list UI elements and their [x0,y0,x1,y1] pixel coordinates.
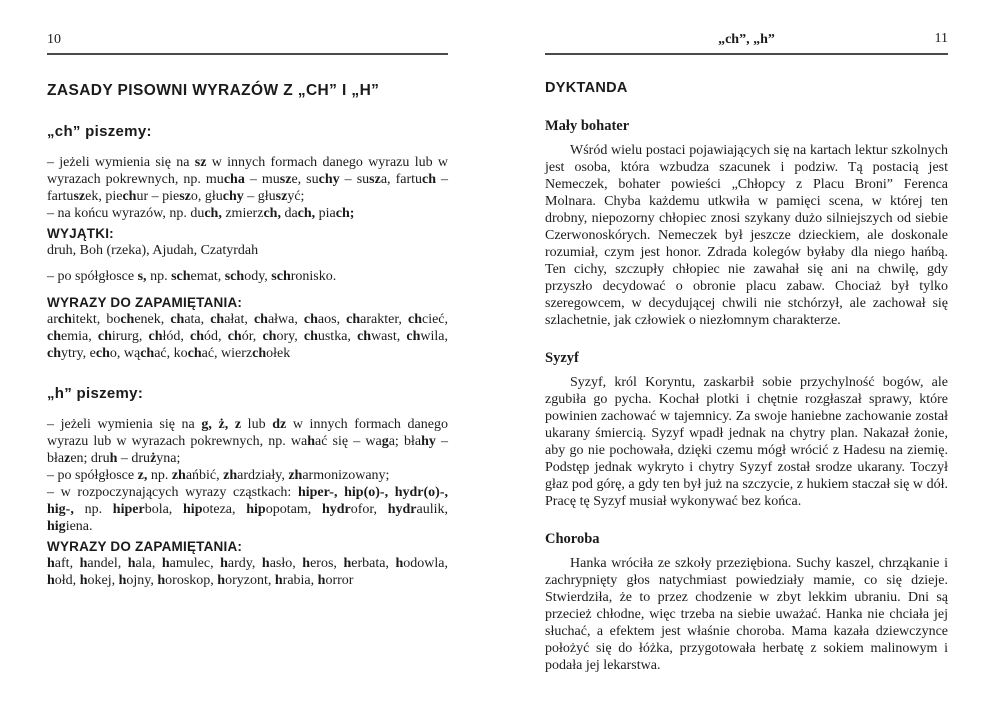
page-header-left [47,30,448,55]
dictation-text-syzyf: Syzyf, król Koryntu, zaskarbił sobie przychylność bogów, ale zgubiła go pycha. Kochał plotki i chętnie rozgłaszał sprawy, które powinien zachować w tajemnicy. Za swoje haniebne zachowanie został ukarany śmiercią. Syzyf wpadł jednak na chytry plan. Nakazał żonie, aby go nie pochowała, dzięki czemu mógł wrócić z Hadesu na ziemię. Podstęp jednak wykryto i chytry Syzyf został srodze ukarany. Toczył głaz pod górę, a gdy ten był już na szczycie, z hukiem staczał się w dół. Pracę tę Syzyf musiał wykonywać bez końca. [545,375,948,509]
dictation-text-maly-bohater: Wśród wielu postaci pojawiających się na kartach lektur szkolnych jest osoba, która wzbudza szacunek i podziw. Tą postacią jest Nemeczek, bohater powieści „Chłopcy z Placu Broni” Ferenca Molnara. Chyba każdemu utkwiła w pamięci scena, w której ten drobny, niepozorny chłopiec znosi szykany dużo silniejszych od siebie Czerwonoskórych. Nemeczek był jeszcze dzieckiem, ale doskonale rozumiał, czym jest honor. Zdrada kolegów byłaby dla niego hańbą. Ten cichy, szczupły chłopiec nie zawahał się ani na chwilę, gdy przyszło decydować o obronie placu zabaw. Chociaż był tylko szeregowcem, w decydującej chwili nie stchórzył, ale zachował się szlachetnie, jak człowiek o niezłomnym charakterze. [545,143,948,328]
heading-h-piszemy: „h” piszemy: [47,385,144,402]
memo-label-h: WYRAZY DO ZAPAMIĘTANIA: [47,539,243,554]
dictation-title-syzyf: Syzyf [545,350,579,366]
page-number-right: 11 [934,31,948,46]
page-number-left: 10 [47,32,61,47]
page-right [500,0,1000,712]
dictation-text-choroba: Hanka wróciła ze szkoły przeziębiona. Suchy kaszel, chrząkanie i zachrypnięty głos natychmiast powiedziały mamie, co się dzieje. Stwierdziła, że to przez chodzenie w zbyt lekkim ubraniu. Dni są przecież chłodne, więc trzeba na siebie uważać. Hanka nie chciała jej słuchać, a efektem jest właśnie choroba. Mama kazała dziewczynce położyć się do łóżka, przygotowała herbatę z sokiem malinowym i podała jej lekarstwa. [545,556,948,673]
heading-ch-piszemy: „ch” piszemy: [47,123,152,140]
dictation-title-choroba: Choroba [545,531,600,547]
dyktanda-heading: DYKTANDA [545,80,628,96]
ch-rules-paragraph: – jeżeli wymienia się na sz w innych formach danego wyrazu lub w wyrazach pokrewnych, np. mucha – musze, suchy – susza, fartuch – fartuszek, piechur – pieszo, głuchy – głuszyć; – na końcu wyrazów, np. duch, zmierzch, dach, piach; [47,155,449,221]
exceptions-label: WYJĄTKI: [47,226,114,241]
running-head: „ch”, „h” [718,32,775,47]
ch-rule-s-paragraph: – po spółgłosce s, np. schemat, schody, schronisko. [47,269,337,284]
page-header-right [545,30,948,55]
memo-label-ch: WYRAZY DO ZAPAMIĘTANIA: [47,295,243,310]
memo-words-ch: architekt, bochenek, chata, chałat, chałwa, chaos, charakter, chcieć, chemia, chirurg, chłód, chód, chór, chory, chustka, chwast, chwila, chytry, echo, wąchać, kochać, wierzchołek [47,312,449,361]
h-rules-paragraph: – jeżeli wymienia się na g, ż, z lub dz w innych formach danego wyrazu lub w wyrazach pokrewnych, np. wahać się – waga; błahy – błazen; druh – drużyna; – po spółgłosce z, np. zhańbić, zhardziały, zharmonizowany; – w rozpoczynających wyrazy cząstkach: hiper-, hip(o)-, hydr(o)-, hig-, np. hiperbola, hipoteza, hipopotam, hydrofor, hydraulik, higiena. [47,417,449,534]
dictation-title-maly-bohater: Mały bohater [545,118,630,134]
exceptions-words: druh, Boh (rzeka), Ajudah, Czatyrdah [47,243,259,258]
memo-words-h: haft, handel, hala, hamulec, hardy, hasło, heros, herbata, hodowla, hołd, hokej, hojny, horoskop, horyzont, hrabia, horror [47,556,448,588]
page-title: ZASADY PISOWNI WYRAZÓW Z „CH” I „H” [47,82,380,99]
